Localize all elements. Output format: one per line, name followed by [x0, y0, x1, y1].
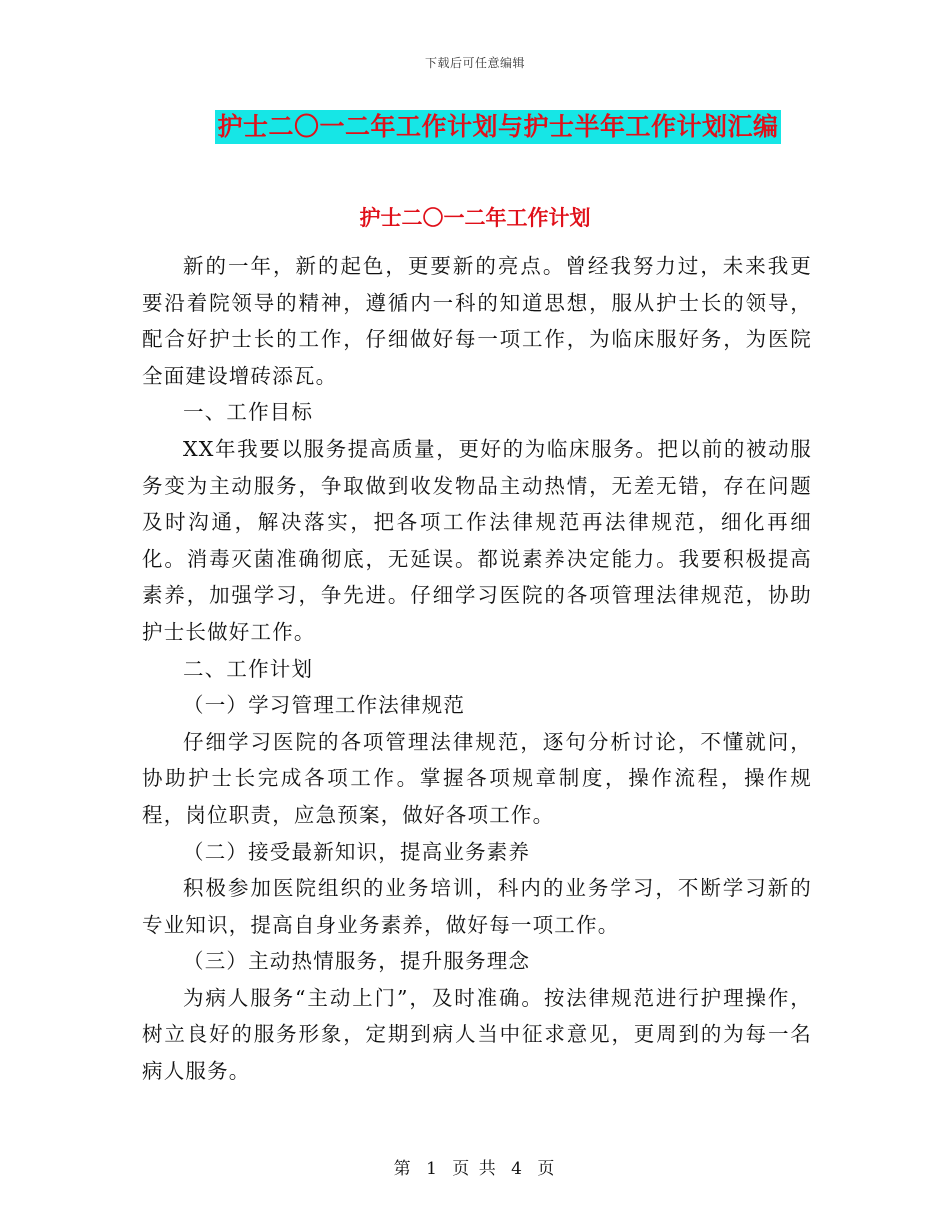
current-page-number: 1 [426, 1159, 439, 1179]
heading-work-plan: 二、工作计划 [183, 656, 314, 681]
section-title: 护士二〇一二年工作计划 [359, 206, 591, 230]
document-title: 护士二〇一二年工作计划与护士半年工作计划汇编 [215, 110, 780, 144]
subheading-service: （三）主动热情服务，提升服务理念 [183, 949, 531, 974]
document-title-container [0, 110, 950, 144]
paragraph-intro: 新的一年，新的起色，更要新的亮点。曾经我努力过，未来我更要沿着院领导的精神，遵循内一科的知道思想，服从护士长的领导，配合好护士长的工作，仔细做好每一项工作，为临床服好务，为医院全面建设增砖添瓦。 [142, 254, 812, 388]
page-footer [0, 1154, 950, 1179]
heading-work-goal: 一、工作目标 [183, 400, 314, 425]
subheading-new-knowledge: （二）接受最新知识，提高业务素养 [183, 839, 531, 864]
subheading-study-regulations: （一）学习管理工作法律规范 [183, 693, 466, 718]
footer-prefix: 第 [393, 1159, 413, 1179]
paragraph-new-knowledge: 积极参加医院组织的业务培训，科内的业务学习，不断学习新的专业知识，提高自身业务素养，做好每一项工作。 [142, 876, 812, 937]
paragraph-study-regulations: 仔细学习医院的各项管理法律规范，逐句分析讨论，不懂就问，协助护士长完成各项工作。掌握各项规章制度，操作流程，操作规程，岗位职责，应急预案，做好各项工作。 [142, 729, 812, 827]
footer-middle: 页 共 [452, 1159, 498, 1179]
document-body [142, 248, 812, 1090]
total-page-count: 4 [511, 1159, 524, 1179]
paragraph-service: 为病人服务“主动上门”，及时准确。按法律规范进行护理操作，树立良好的服务形象，定期到病人当中征求意见，更周到的为每一名病人服务。 [142, 985, 812, 1084]
footer-suffix: 页 [537, 1159, 557, 1179]
paragraph-work-goal: XX年我要以服务提高质量，更好的为临床服务。把以前的被动服务变为主动服务，争取做到收发物品主动热情，无差无错，存在问题及时沟通，解决落实，把各项工作法律规范再法律规范，细化再细化。消毒灭菌准确彻底，无延误。都说素养决定能力。我要积极提高素养，加强学习，争先进。仔细学习医院的各项管理法律规范，协助护士长做好工作。 [142, 436, 812, 644]
page-header-note: 下载后可任意编辑 [424, 56, 525, 70]
